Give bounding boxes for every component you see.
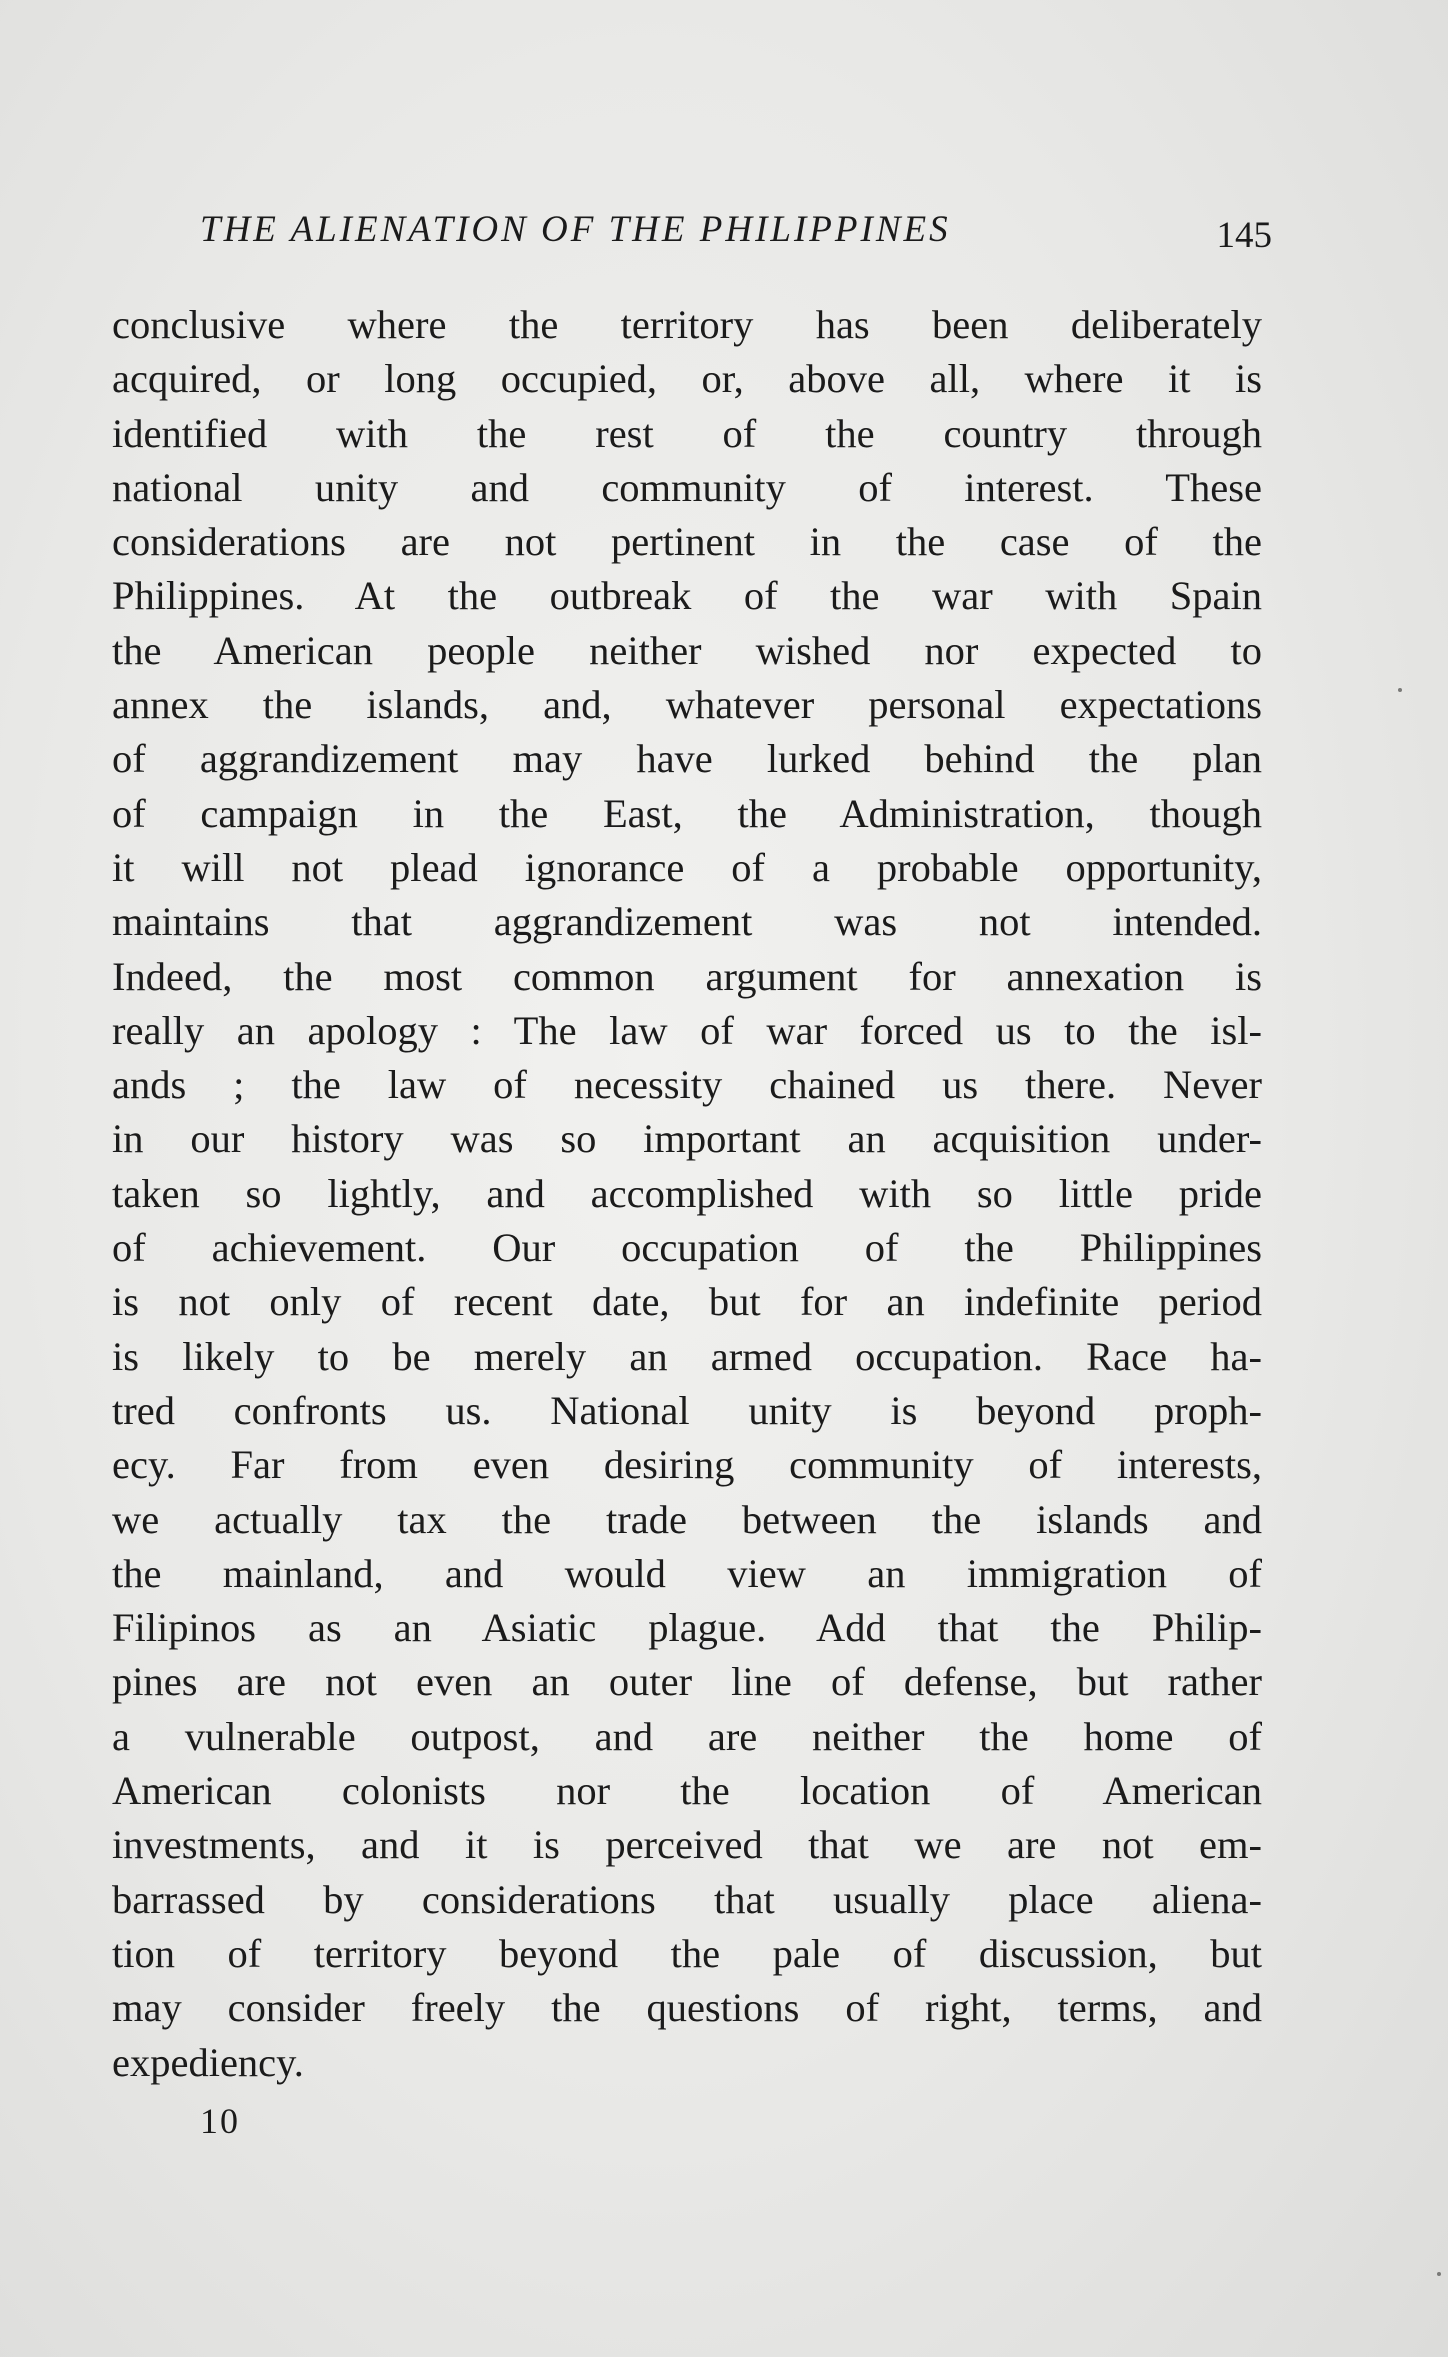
running-head <box>200 200 1272 260</box>
text-line: in our history was so important an acquisition under- <box>112 1116 1262 1162</box>
text-line: Filipinos as an Asiatic plague. Add that the Philip- <box>112 1605 1262 1651</box>
text-line: investments, and it is perceived that we are not em- <box>112 1822 1262 1868</box>
running-title: THE ALIENATION OF THE PHILIPPINES <box>200 209 951 250</box>
text-line: tred confronts us. National unity is beyond proph- <box>112 1387 1262 1433</box>
text-line: may consider freely the questions of right, terms, and <box>112 1985 1262 2031</box>
text-line: of campaign in the East, the Administration, though <box>112 790 1262 836</box>
text-line: national unity and community of interest. These <box>112 464 1262 510</box>
text-line: considerations are not pertinent in the case of the <box>112 519 1262 565</box>
text-line: conclusive where the territory has been deliberately <box>112 302 1262 347</box>
text-line: maintains that aggrandizement was not intended. <box>112 899 1262 945</box>
text-line: ands ; the law of necessity chained us there. Never <box>112 1062 1262 1108</box>
text-line: barrassed by considerations that usually place aliena- <box>112 1876 1262 1922</box>
text-line: the American people neither wished nor expected to <box>112 627 1262 673</box>
text-line: we actually tax the trade between the islands and <box>112 1496 1262 1542</box>
text-line: the mainland, and would view an immigration of <box>112 1550 1262 1596</box>
signature-mark: 10 <box>200 2101 240 2141</box>
text-line: pines are not even an outer line of defense, but rather <box>112 1659 1262 1705</box>
paper-speck <box>1398 688 1402 692</box>
text-line: tion of territory beyond the pale of discussion, but <box>112 1930 1262 1976</box>
text-line: it will not plead ignorance of a probable opportunity, <box>112 844 1262 890</box>
text-line: is likely to be merely an armed occupation. Race ha- <box>112 1333 1262 1379</box>
text-line: Indeed, the most common argument for annexation is <box>112 953 1262 999</box>
text-line: acquired, or long occupied, or, above all, where it is <box>112 356 1262 402</box>
text-line: really an apology : The law of war forced us to the isl- <box>112 1007 1262 1053</box>
text-line: taken so lightly, and accomplished with so little pride <box>112 1170 1262 1216</box>
text-line: of achievement. Our occupation of the Philippines <box>112 1225 1262 1271</box>
text-line: of aggrandizement may have lurked behind the plan <box>112 736 1262 782</box>
text-line: American colonists nor the location of American <box>112 1768 1262 1814</box>
paper-speck <box>1437 2272 1441 2276</box>
text-line: identified with the rest of the country through <box>112 410 1262 456</box>
text-line-last: expediency. <box>112 2039 304 2085</box>
text-line: is not only of recent date, but for an indefinite period <box>112 1279 1262 1325</box>
text-line: a vulnerable outpost, and are neither the home of <box>112 1713 1262 1759</box>
text-line: ecy. Far from even desiring community of interests, <box>112 1442 1262 1488</box>
text-line: annex the islands, and, whatever personal expectations <box>112 682 1262 728</box>
text-line: Philippines. At the outbreak of the war with Spain <box>112 573 1262 619</box>
page-number: 145 <box>1216 215 1272 256</box>
body-text <box>112 298 1262 2090</box>
